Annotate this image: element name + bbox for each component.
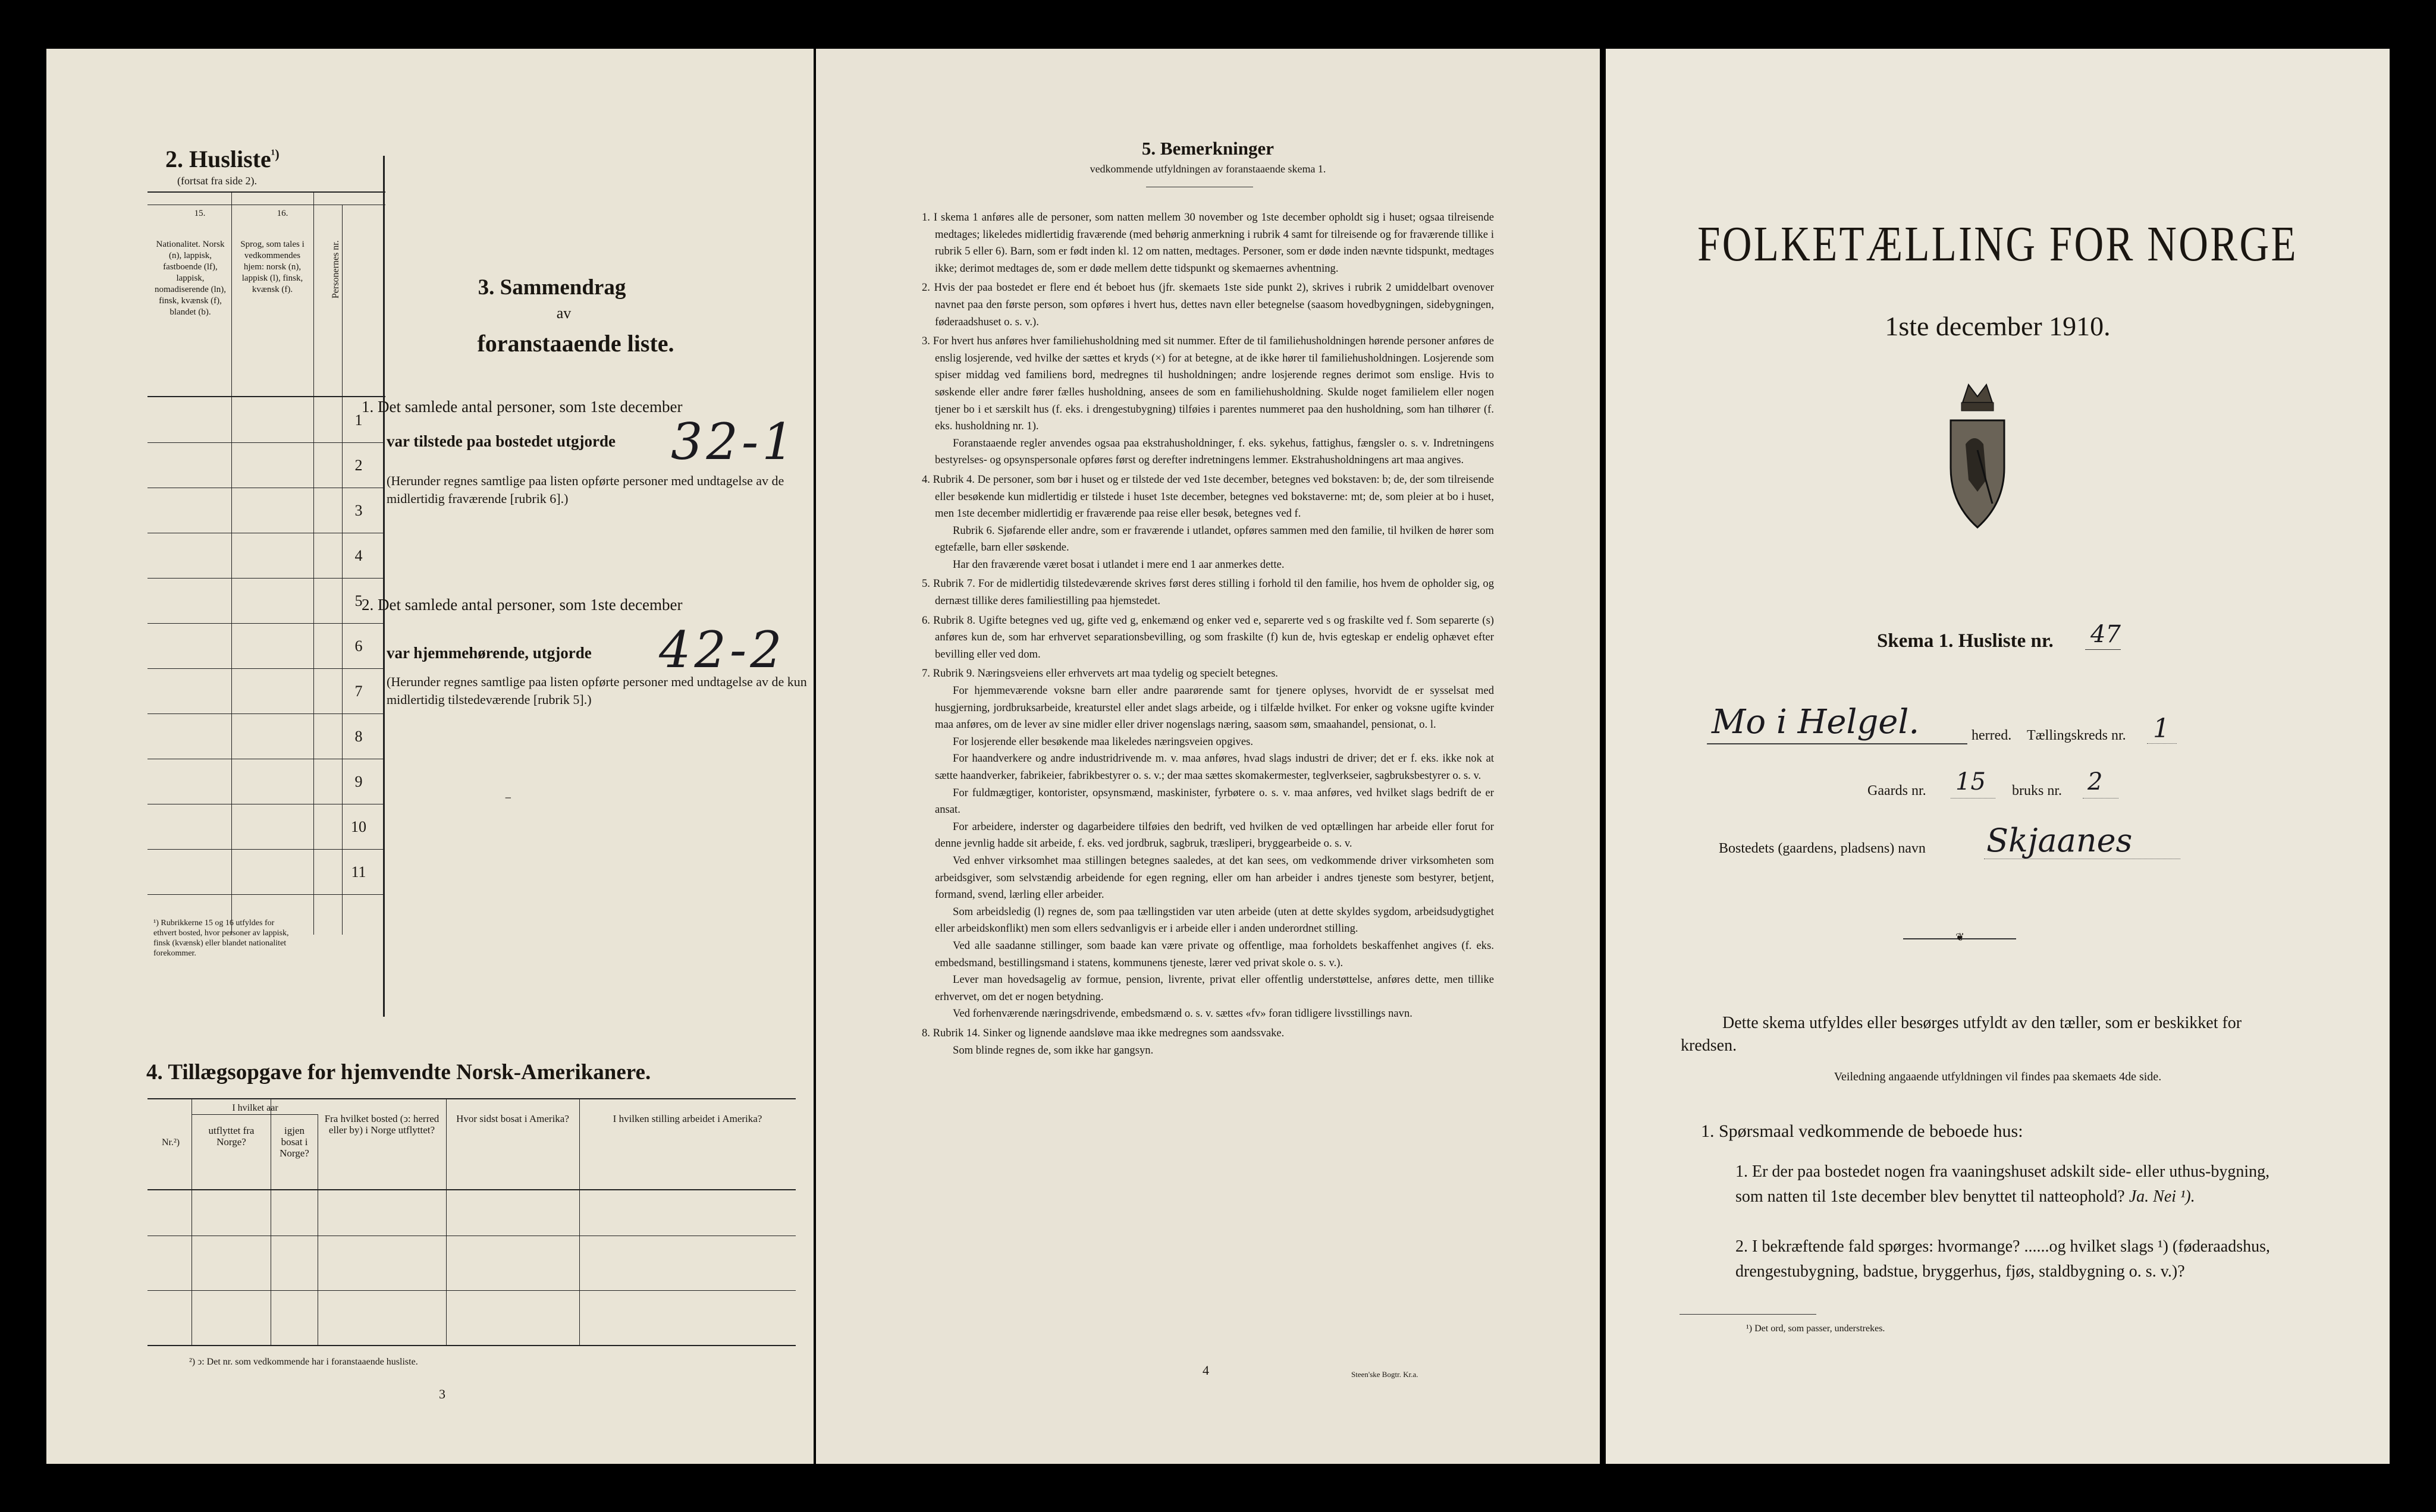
questions-title: 1. Spørsmaal vedkommende de beboede hus: (1701, 1121, 2023, 1141)
middle-page (816, 49, 1600, 1464)
footnote-rule (1680, 1314, 1816, 1315)
row-divider (147, 668, 384, 669)
left-page (46, 49, 814, 1464)
bemerkning-paragraph: For losjerende eller besøkende maa likeledes næringsveien opgives. (953, 735, 1253, 748)
col-personer-header: Personernes nr. (331, 240, 341, 298)
bemerkning-paragraph: For arbeidere, inderster og dagarbeidere tilføies den bedrift, ved hvilken de ved optællingen har arbeide eller forut for denne jevnlig hadde sit arbeide, f. eks. ved jordbruk, sagbruk, træsliperi, bryggearbeide o. s. v. (935, 820, 1494, 850)
gaards-value: 15 (1955, 768, 1986, 796)
bemerkninger-subtitle: vedkommende utfyldningen av foranstaaende skema 1. (1090, 163, 1326, 175)
census-title: FOLKETÆLLING FOR NORGE (1697, 216, 2298, 272)
bemerkning-paragraph: Rubrik 6. Sjøfarende eller andre, som er fraværende i utlandet, opføres sammen med den familie, til hvilken de hører som egtefælle, barn eller søskende. (935, 524, 1494, 554)
husliste-subtitle: (fortsat fra side 2). (177, 175, 257, 187)
herred-value: Mo i Helgel. (1712, 703, 1920, 741)
row-number: 4 (354, 547, 363, 564)
row-number: 3 (354, 502, 363, 519)
bemerkning-paragraph: 3. For hvert hus anføres hver familiehusholdning med sit nummer. Efter de til familiehusholdningen hørende personer anføres de enslig losjerende, ved hvilke der sættes et kryds (×) for at betegne, at de ikke hører til familiehusholdningen. Losjerende som spiser middag ved familiens bord, medregnes til husholdningen; andre losjerende regnes derimot som enslige. Hvis to søskende eller andre fører fælles husholdning, ansees de som en familiehusholdning. Skulde noget familielem eller nogen tjener bo i et særskilt hus (f. eks. i drengestubygning) tilføies i parentes nummeret paa den husholdning, som han tilhører (f. eks. husholdning nr. 1). (922, 335, 1494, 433)
gaards-label: Gaards nr. (1867, 783, 1926, 799)
bruks-label: bruks nr. (2012, 783, 2062, 799)
skema-label: Skema 1. Husliste nr. (1877, 630, 2054, 652)
item2-note: (Herunder regnes samtlige paa listen opførte personer med undtagelse av de kun midlertidig tilstedeværende [rubrik 5].) (387, 674, 807, 707)
col15-header: Nationalitet. Norsk (n), lappisk, fastboende (lf), lappisk, nomadiserende (ln), finsk, kvænsk (f), blandet (b). (155, 240, 226, 317)
printer-mark: Steen'ske Bogtr. Kr.a. (1351, 1370, 1418, 1379)
row-number: 8 (354, 728, 363, 745)
sammendrag-title: 3. Sammendrag (478, 275, 626, 300)
bemerkning-paragraph: 6. Rubrik 8. Ugifte betegnes ved ug, gifte ved g, enkemænd og enker ved e, separerte ved s og fraskilte ved f. Som separerte (s) anføres kun de, som har erhvervet separationsbevilling, og som fraskilte (f) kun de, hvis egteskap er endelig ophævet efter bevilling eller ved dom. (922, 614, 1494, 661)
row-number: 7 (354, 683, 363, 700)
row-divider (147, 849, 384, 850)
bemerkning-paragraph: Lever man hovedsagelig av formue, pension, livrente, privat eller offentlig understøttelse, anføres dette, men tillike erhvervet, om det er nogen betydning. (935, 973, 1494, 1003)
row-divider (147, 442, 384, 443)
bruks-value: 2 (2087, 768, 2103, 796)
item1-line2: var tilstede paa bostedet utgjorde (387, 432, 616, 450)
husliste-title: 2. Husliste$^{^1)}$ (165, 146, 280, 172)
bemerkning-paragraph: Som arbeidsledig (l) regnes de, som paa tællingstiden var uten arbeide (uten at dette skyldes sygdom, arbeidsudygtighet eller arbeidskonflikt) men som ellers sedvanligvis er i arbeide eller i anden underordnet stilling. (935, 905, 1494, 935)
bosted-label: Bostedets (gaardens, pladsens) navn (1719, 841, 1926, 856)
bosted-value: Skjaanes (1986, 822, 2133, 859)
tillaeg-title: 4. Tillægsopgave for hjemvendte Norsk-Amerikanere. (146, 1060, 651, 1085)
bemerkning-paragraph: 7. Rubrik 9. Næringsveiens eller erhvervets art maa tydelig og specielt betegnes. (922, 667, 1278, 680)
row-number: 10 (351, 818, 366, 835)
item2-handwritten-value: 42-2 (659, 621, 786, 679)
census-date: 1ste december 1910. (1885, 311, 2111, 341)
divider-ornament-icon: ❦ (1955, 931, 1965, 943)
bruks-rule (2083, 798, 2118, 799)
husliste-nr-rule (2085, 649, 2121, 650)
tillaeg-col-amerika: Hvor sidst bosat i Amerika? (456, 1113, 569, 1124)
herred-label: herred. (1972, 728, 2012, 743)
bemerkning-paragraph: Ved enhver virksomhet maa stillingen betegnes saaledes, at det kan sees, om vedkommende driver virksomheten som arbeidsgiver, som selvstændig arbeidende for egen regning, eller om han arbeider i andres tjeneste som bestyrer, betjent, formand, svend, lærling eller arbeider. (935, 854, 1494, 901)
item1-line1: 1. Det samlede antal personer, som 1ste december (362, 398, 683, 416)
tillaeg-footnote: ²) ↄ: Det nr. som vedkommende har i foranstaaende husliste. (189, 1357, 418, 1367)
scratch-mark: ⁻ (504, 793, 512, 809)
norway-coat-of-arms-icon (1945, 379, 2010, 533)
bemerkning-paragraph: Som blinde regnes de, som ikke har gangsyn. (953, 1043, 1154, 1057)
row-number: 6 (354, 637, 363, 655)
bemerkninger-title: 5. Bemerkninger (1141, 138, 1274, 159)
kreds-value: 1 (2153, 713, 2170, 744)
bemerkning-paragraph: 4. Rubrik 4. De personer, som bør i huset og er tilstede der ved 1ste december, betegnes ved bokstaven: b; de, der som tilreisende eller besøkende kun midlertidig er tilstede i huset 1ste december, betegnes ved bokstaverne: mt; de, som pleier at bo i huset, men 1ste december midlertidig er fraværende paa reise eller besøk, betegnes ved f. (922, 473, 1494, 520)
question-1 (1735, 1159, 2294, 1209)
bemerkning-paragraph: Ved forhenværende næringsdrivende, embedsmænd o. s. v. sættes «fv» foran tidligere livsstillings navn. (953, 1007, 1412, 1020)
bemerkning-paragraph: 2. Hvis der paa bostedet er flere end ét beboet hus (jfr. skemaets 1ste side punkt 2), skrives i rubrik 2 umiddelbart ovenover navnet paa den første person, som opføres i hvert hus, dettes navn eller betegnelse (saasom hovedbygningen, sidebygningen, føderaadshuset o. s. v.). (922, 281, 1494, 328)
tillaeg-col-stilling: I hvilken stilling arbeidet i Amerika? (613, 1113, 762, 1124)
bemerkning-paragraph: For haandverkere og andre industridrivende m. v. maa anføres, hvad slags industri de driver; det er f. eks. ikke nok at sætte haandverker, fabrikeier, fabrikbestyrer o. s. v.; der maa sættes skomakermester, teglverkseier, sagbruksbestyrer o. s. v. (935, 752, 1494, 782)
row-number: 1 (354, 411, 363, 429)
tillaeg-col-aar: I hvilket aar (232, 1103, 278, 1113)
col16-number: 16. (277, 209, 288, 218)
item2-line2: var hjemmehørende, utgjorde (387, 644, 592, 662)
sammendrag-subtitle: foranstaaende liste. (477, 330, 674, 357)
row-divider (147, 713, 384, 714)
tillaeg-col-bosat: igjen bosat i Norge? (280, 1125, 309, 1159)
bemerkning-paragraph: Ved alle saadanne stillinger, som baade kan være private og offentlige, maa forholdets beskaffenhet angives (f. eks. embedsmand, bestillingsmand i statens, kommunens tjeneste, lærer ved privat skole o. s. v.). (935, 939, 1494, 969)
kreds-label: Tællingskreds nr. (2027, 728, 2126, 743)
item1-note: (Herunder regnes samtlige paa listen opførte personer med undtagelse av de midlertidig fraværende [rubrik 6].) (387, 473, 784, 506)
col16-header: Sprog, som tales i vedkommendes hjem: norsk (n), lappisk (l), finsk, kvænsk (f). (240, 240, 304, 294)
bemerkning-paragraph: 8. Rubrik 14. Sinker og lignende aandsløve maa ikke medregnes som aandssvake. (922, 1026, 1285, 1039)
row-divider (147, 578, 384, 579)
item1-handwritten-value: 32-1 (671, 413, 798, 471)
tillaeg-col-bosted: Fra hvilket bosted (ↄ: herred eller by) i Norge utflyttet? (324, 1113, 440, 1136)
row-number: 9 (354, 773, 363, 790)
intro-text: Dette skema utfyldes eller besørges utfyldt av den tæller, som er beskikket for kredsen. (1681, 1014, 2242, 1055)
item2-line1: 2. Det samlede antal personer, som 1ste december (362, 596, 683, 614)
question-1-answer: Ja. Nei ¹). (2129, 1187, 2195, 1206)
kreds-rule (2147, 743, 2177, 744)
tillaeg-col-utflyttet: utflyttet fra Norge? (208, 1125, 255, 1148)
bemerkninger-body (922, 207, 1494, 1059)
bemerkning-paragraph: For fuldmægtiger, kontorister, opsynsmænd, maskinister, fyrbøtere o. s. v. maa anføres, ved hvilket slags bedrift de er ansat. (935, 786, 1494, 816)
husliste-nr-value: 47 (2090, 621, 2121, 648)
intro-note: Veiledning angaaende utfyldningen vil findes paa skemaets 4de side. (1834, 1070, 2162, 1083)
bemerkning-paragraph: 1. I skema 1 anføres alle de personer, som natten mellem 30 november og 1ste december opholdt sig i huset; ogsaa tilreisende medtages; likeledes midlertidig fraværende (med behørig anmerkning i rubrik 4 samt for tilreisende og for fraværende tillike i rubrik 5 eller 6). Barn, som er født inden kl. 12 om natten, medtages. Personer, som er døde inden nævnte tidspunkt, medtages ikke; derimot medtages de, som er døde mellem dette tidspunkt og skemaernes avhentning. (922, 211, 1494, 275)
husliste-footnote: ¹) Rubrikkerne 15 og 16 utfyldes for ethvert bosted, hvor personer av lappisk, finsk (kvænsk) eller blandet nationalitet forekommer. (153, 919, 289, 958)
right-page (1606, 49, 2390, 1464)
bemerkning-paragraph: Har den fraværende været bosat i utlandet i mere end 1 aar anmerkes dette. (953, 558, 1285, 571)
right-footnote: ¹) Det ord, som passer, understrekes. (1746, 1324, 1885, 1334)
row-divider (147, 623, 384, 624)
row-number: 5 (354, 592, 363, 609)
tillaeg-col-nr: Nr.²) (161, 1137, 180, 1148)
bemerkning-paragraph: Foranstaaende regler anvendes ogsaa paa ekstrahusholdninger, f. eks. sykehus, fattighus, fængsler o. s. v. Indretningens bestyrelses- og opsynspersonale opføres først og derefter indretningens lemmer. Ekstrahusholdningens art maa angives. (935, 436, 1494, 467)
question-1-text: 1. Er der paa bostedet nogen fra vaaningshuset adskilt side- eller uthus-bygning, som natten til 1ste december blev benyttet til natteophold? (1735, 1162, 2270, 1206)
row-divider (147, 894, 384, 895)
col15-number: 15. (194, 209, 206, 218)
row-number: 11 (351, 863, 366, 881)
sammendrag-av: av (556, 304, 572, 322)
bemerkning-paragraph: 5. Rubrik 7. For de midlertidig tilstedeværende skrives først deres stilling i forhold til den familie, hos hvem de opholder sig, og dernæst tillike deres familiestilling paa hjemstedet. (922, 577, 1494, 608)
bemerkning-paragraph: For hjemmeværende voksne barn eller andre paarørende samt for tjenere oplyses, hvorvidt de er sysselsat med husgjerning, jordbruksarbeide, kreaturstel eller andet slags arbeide, og i tilfælde hvilket. For enker og voksne ugifte kvinder maa anføres, om de lever av sine midler eller driver nogenslags næring, saasom søm, smaahandel, pensionat, o. l. (935, 684, 1494, 731)
gaards-rule (1951, 798, 1995, 799)
mid-page-number: 4 (1203, 1363, 1209, 1378)
question-2: 2. I bekræftende fald spørges: hvormange? ......og hvilket slags ¹) (føderaadshus, drengestubygning, badstue, bryggerhus, fjøs, staldbygning o. s. v.)? (1735, 1237, 2270, 1281)
left-page-number: 3 (439, 1387, 445, 1401)
herred-rule (1707, 743, 1967, 744)
row-number: 2 (354, 457, 363, 474)
